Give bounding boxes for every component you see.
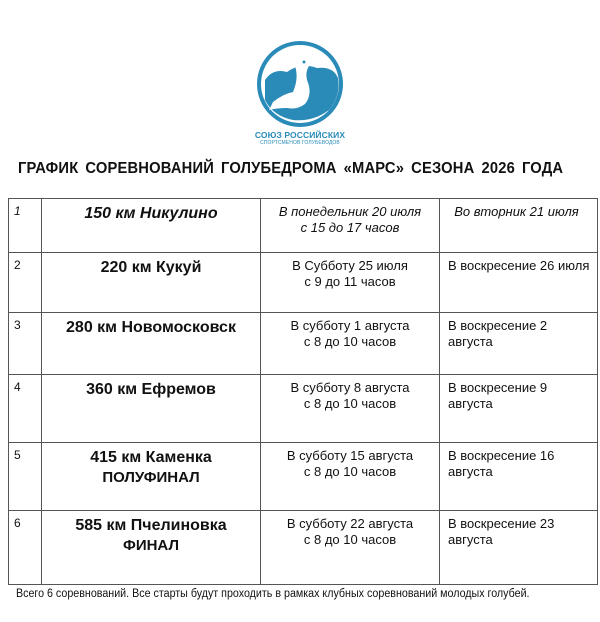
union-logo: [243, 38, 357, 148]
route-name: 585 км Пчелиновка: [75, 517, 227, 534]
return-cell: В воскресение 2 августа: [440, 313, 598, 375]
footer-note: Всего 6 соревнований. Все старты будут проходить в рамках клубных соревнований молодых голубей.: [16, 588, 530, 600]
stage-label: ПОЛУФИНАЛ: [102, 469, 200, 486]
row-number: 5: [9, 443, 42, 511]
table-row: [9, 443, 598, 511]
start-cell: [261, 375, 440, 443]
table-row: [9, 511, 598, 585]
competition-schedule-table: [8, 198, 598, 585]
route-cell: [42, 443, 261, 511]
start-time: с 9 до 11 часов: [304, 274, 396, 289]
start-date: В субботу 1 августа: [290, 318, 410, 333]
route-cell: [42, 375, 261, 443]
return-cell: В воскресение 26 июля: [440, 253, 598, 313]
table-row: [9, 253, 598, 313]
route-cell: [42, 253, 261, 313]
start-time: с 8 до 10 часов: [303, 334, 397, 349]
start-time: с 8 до 10 часов: [303, 396, 397, 411]
start-cell: [261, 199, 440, 253]
start-time: с 15 до 17 часов: [300, 220, 400, 235]
route-name: 150 км Никулино: [84, 205, 218, 222]
start-time: с 8 до 10 часов: [303, 464, 397, 479]
start-date: В Субботу 25 июля: [292, 258, 408, 273]
route-name: 220 км Кукуй: [100, 259, 202, 276]
return-cell: В воскресение 16 августа: [440, 443, 598, 511]
start-cell: [261, 443, 440, 511]
return-cell: Во вторник 21 июля: [440, 199, 598, 253]
route-cell: [42, 511, 261, 585]
row-number: 2: [9, 253, 42, 313]
route-name: 415 км Каменка: [90, 449, 212, 466]
route-name: 280 км Новомосковск: [66, 319, 236, 336]
table-row: [9, 313, 598, 375]
page-title: ГРАФИК СОРЕВНОВАНИЙ ГОЛУБЕДРОМА «МАРС» СЕЗОНА 2026 ГОДА: [18, 160, 564, 177]
return-cell: В воскресение 23 августа: [440, 511, 598, 585]
route-name: 360 км Ефремов: [86, 381, 216, 398]
table-row: [9, 375, 598, 443]
row-number: 6: [9, 511, 42, 585]
start-date: В субботу 22 августа: [286, 516, 414, 531]
start-date: В субботу 15 августа: [286, 448, 414, 463]
stage-label: ФИНАЛ: [123, 537, 179, 554]
logo-title: СОЮЗ РОССИЙСКИХ: [254, 130, 346, 140]
start-date: В понедельник 20 июля: [278, 204, 422, 219]
start-cell: [261, 253, 440, 313]
logo-subtitle: СПОРТСМЕНОВ ГОЛУБЕВОДОВ: [260, 140, 340, 146]
start-time: с 8 до 10 часов: [303, 532, 397, 547]
start-date: В субботу 8 августа: [290, 380, 410, 395]
start-cell: [261, 313, 440, 375]
route-cell: [42, 199, 261, 253]
row-number: 4: [9, 375, 42, 443]
pigeon-emblem-icon: [243, 38, 357, 130]
return-cell: В воскресение 9 августа: [440, 375, 598, 443]
table-row: [9, 199, 598, 253]
row-number: 1: [9, 199, 42, 253]
row-number: 3: [9, 313, 42, 375]
route-cell: [42, 313, 261, 375]
start-cell: [261, 511, 440, 585]
